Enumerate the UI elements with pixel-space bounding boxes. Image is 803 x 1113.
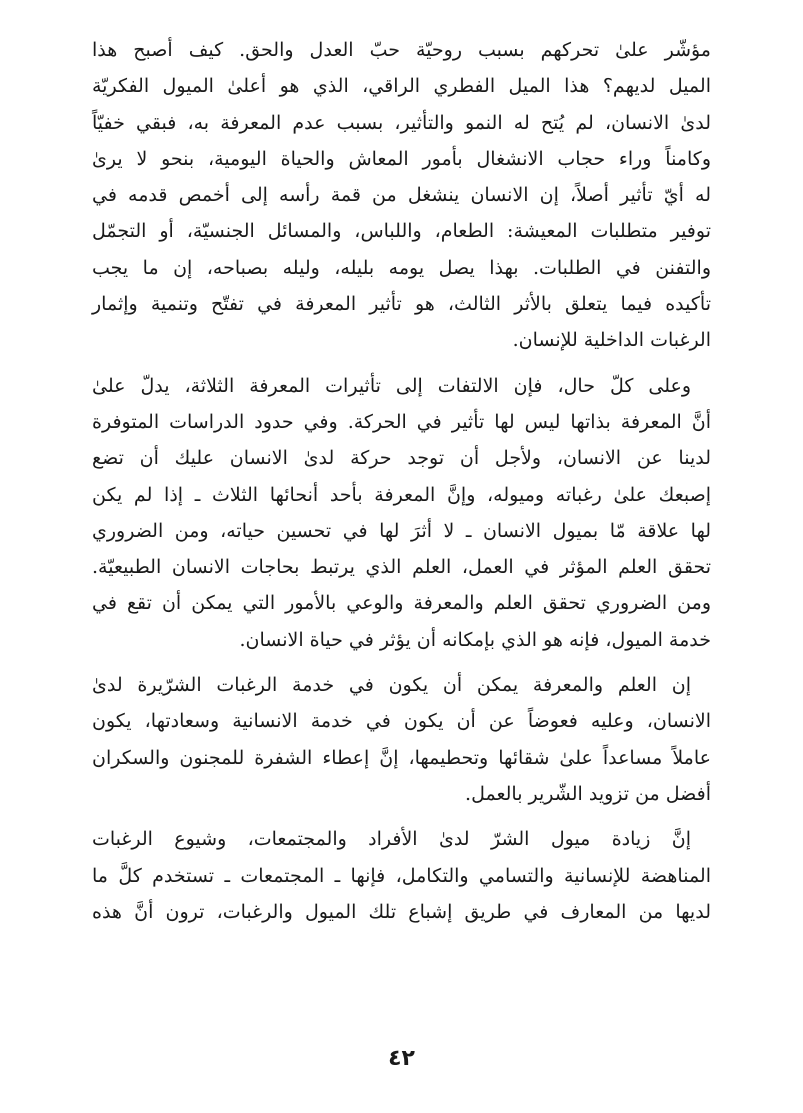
text-line: لدىٰ الانسان، لم يُتح له النمو والتأثير، بسبب عدم المعرفة به، فبقي خفيّاً — [92, 111, 711, 134]
paragraph-2 — [92, 368, 711, 658]
text-line: خدمة الميول، فإنه هو الذي بإمكانه أن يؤثر في حياة الانسان. — [239, 628, 711, 651]
document-page — [92, 32, 711, 1053]
text-line: الرغبات الداخلية للإنسان. — [512, 329, 711, 352]
text-line: توفير متطلبات المعيشة: الطعام، واللباس، والمسائل الجنسيّة، أو التجمّل — [92, 220, 711, 243]
text-line: إصبعك علىٰ رغباته وميوله، وإنَّ المعرفة بأحد أنحائها الثلاث ـ إذا لم يكن — [92, 483, 711, 506]
text-line: تأكيده فيما يتعلق بالأثر الثالث، هو تأثير المعرفة في تفتّح وتنمية وإثمار — [92, 293, 711, 316]
text-line: إن العلم والمعرفة يمكن أن يكون في خدمة الرغبات الشرّيرة لدىٰ — [92, 674, 691, 697]
text-line: إنَّ زيادة ميول الشرّ لدىٰ الأفراد والمجتمعات، وشيوع الرغبات — [92, 828, 691, 851]
text-line: الميل لديهم؟ هذا الميل الفطري الراقي، الذي هو أعلىٰ الميول الفكريّة — [92, 75, 711, 98]
page-number: ٤٢ — [388, 1046, 415, 1071]
paragraph-4 — [92, 821, 711, 930]
text-line: تحقق العلم المؤثر في العمل، العلم الذي يرتبط بحاجات الانسان الطبيعيّة. — [92, 556, 711, 579]
text-line: الانسان، وعليه فعوضاً عن أن يكون في خدمة الانسانية وسعادتها، يكون — [92, 710, 711, 733]
paragraph-3 — [92, 667, 711, 812]
text-line: لدينا عن الانسان، ولأجل أن توجد حركة لدىٰ الانسان عليك أن تضع — [92, 447, 711, 470]
text-line: له أيّ تأثير أصلاً، إن الانسان ينشغل من قمة رأسه إلى أخمص قدمه في — [92, 184, 711, 207]
text-line: وكامناً وراء حجاب الانشغال بأمور المعاش والحياة اليومية، بنحو لا يرىٰ — [92, 147, 711, 170]
text-line: أنَّ المعرفة بذاتها ليس لها تأثير في الحركة. وفي حدود الدراسات المتوفرة — [92, 410, 711, 433]
text-line: أفضل من تزويد الشّرير بالعمل. — [465, 782, 711, 805]
text-line: لها علاقة مّا بميول الانسان ـ لا أثرَ لها في تحسين حياته، ومن الضروري — [92, 519, 711, 542]
text-line: المناهضة للإنسانية والتسامي والتكامل، فإنها ـ المجتمعات ـ تستخدم كلَّ ما — [92, 864, 711, 887]
text-line: مؤشّر علىٰ تحركهم بسبب روحيّة حبّ العدل والحق. كيف أصبح هذا — [92, 39, 711, 61]
text-line: والتفنن في الطلبات. بهذا يصل يومه بليله، وليله بصباحه، إن ما يجب — [92, 256, 711, 279]
paragraph-1 — [92, 32, 711, 359]
text-line: عاملاً مساعداً علىٰ شقائها وتحطيمها، إنَّ إعطاء الشفرة للمجنون والسكران — [92, 746, 711, 769]
text-line: لديها من المعارف في طريق إشباع تلك الميول والرغبات، ترون أنَّ هذه — [92, 900, 711, 923]
text-line: وعلى كلّ حال، فإن الالتفات إلى تأثيرات المعرفة الثلاثة، يدلّ علىٰ — [92, 374, 691, 397]
text-line: ومن الضروري تحقق العلم والمعرفة والوعي بالأمور التي يمكن أن تقع في — [92, 592, 711, 615]
